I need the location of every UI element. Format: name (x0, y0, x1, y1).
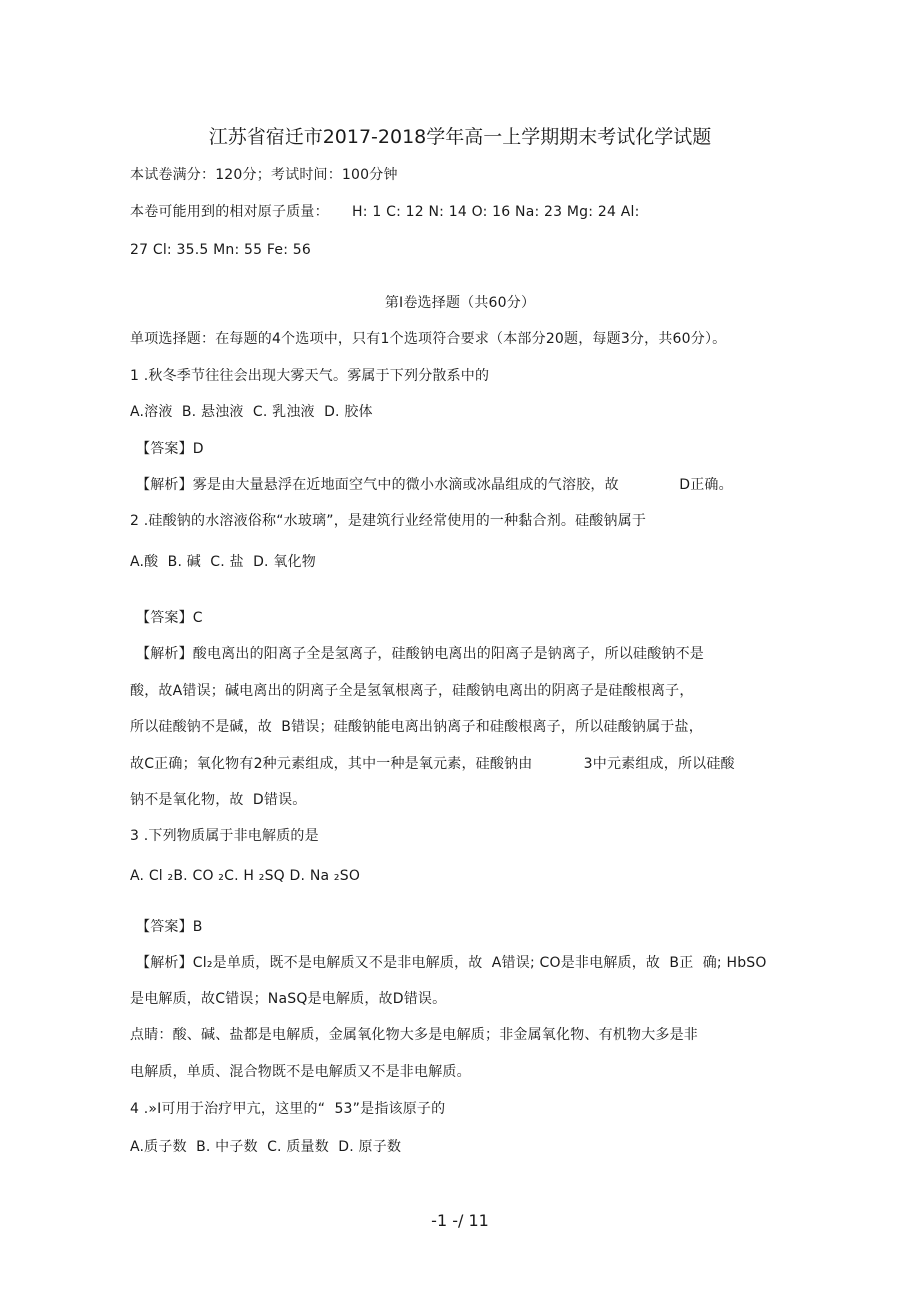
q1-question: 1 .秋冬季节往往会出现大雾天气。雾属于下列分散系中的 (130, 368, 490, 384)
page-number: -1 -/ 11 (431, 1211, 489, 1230)
q1-analysis: 【解析】雾是由大量悬浮在近地面空气中的微小水滴或冰晶组成的气溶胶，故 D正确。 (136, 477, 733, 493)
q2-analysis-5: 钠不是氧化物，故 D错误。 (130, 792, 307, 808)
q3-question: 3 .下列物质属于非电解质的是 (130, 828, 319, 844)
q3-answer: 【答案】B (136, 919, 203, 935)
q2-question: 2 .硅酸钠的水溶液俗称“水玻璃”，是建筑行业经常使用的一种黏合剂。硅酸钠属于 (130, 513, 647, 529)
q3-options: A. Cl ₂B. CO ₂C. H ₂SQ D. Na ₂SO (130, 868, 361, 884)
q2-analysis-3: 所以硅酸钠不是碱，故 B错误；硅酸钠能电离出钠离子和硅酸根离子，所以硅酸钠属于盐， (130, 719, 703, 735)
atomic-mass-line-1: 本卷可能用到的相对原子质量： H: 1 C: 12 N: 14 O: 16 Na: 23 Mg: 24 Al: (130, 204, 640, 220)
q2-options: A.酸 B. 碱 C. 盐 D. 氧化物 (130, 554, 316, 570)
q3-comment-2: 电解质，单质、混合物既不是电解质又不是非电解质。 (130, 1064, 471, 1080)
section-heading: 第I卷选择题（共60分） (384, 295, 536, 311)
q3-analysis-2: 是电解质，故C错误；NaSQ是电解质，故D错误。 (130, 991, 447, 1007)
section-instructions: 单项选择题：在每题的4个选项中，只有1个选项符合要求（本部分20题，每题3分，共60分）。 (130, 331, 727, 347)
q4-options: A.质子数 B. 中子数 C. 质量数 D. 原子数 (130, 1139, 402, 1155)
q4-question: 4 .»I可用于治疗甲亢，这里的“ 53”是指该原子的 (130, 1101, 446, 1117)
q3-analysis-1: 【解析】Cl₂是单质，既不是电解质又不是非电解质，故 A错误; CO是非电解质，故 B正 确; HbSO (136, 955, 767, 971)
score-time-info: 本试卷满分：120分；考试时间：100分钟 (130, 167, 398, 183)
q1-answer: 【答案】D (136, 441, 204, 457)
q2-analysis-4: 故C正确；氧化物有2种元素组成，其中一种是氧元素，硅酸钠由 3中元素组成，所以硅酸 (130, 756, 735, 772)
document-title: 江苏省宿迁市2017-2018学年高一上学期期末考试化学试题 (208, 126, 712, 148)
q2-answer: 【答案】C (136, 610, 203, 626)
q2-analysis-1: 【解析】酸电离出的阳离子全是氢离子，硅酸钠电离出的阳离子是钠离子，所以硅酸钠不是 (136, 646, 704, 662)
q3-comment-1: 点睛：酸、碱、盐都是电解质，金属氧化物大多是电解质；非金属氧化物、有机物大多是非 (130, 1027, 698, 1043)
atomic-mass-line-2: 27 Cl: 35.5 Mn: 55 Fe: 56 (130, 242, 311, 258)
q2-analysis-2: 酸，故A错误；碱电离出的阴离子全是氢氧根离子，硅酸钠电离出的阴离子是硅酸根离子， (130, 683, 694, 699)
q1-options: A.溶液 B. 悬浊液 C. 乳浊液 D. 胶体 (130, 404, 373, 420)
